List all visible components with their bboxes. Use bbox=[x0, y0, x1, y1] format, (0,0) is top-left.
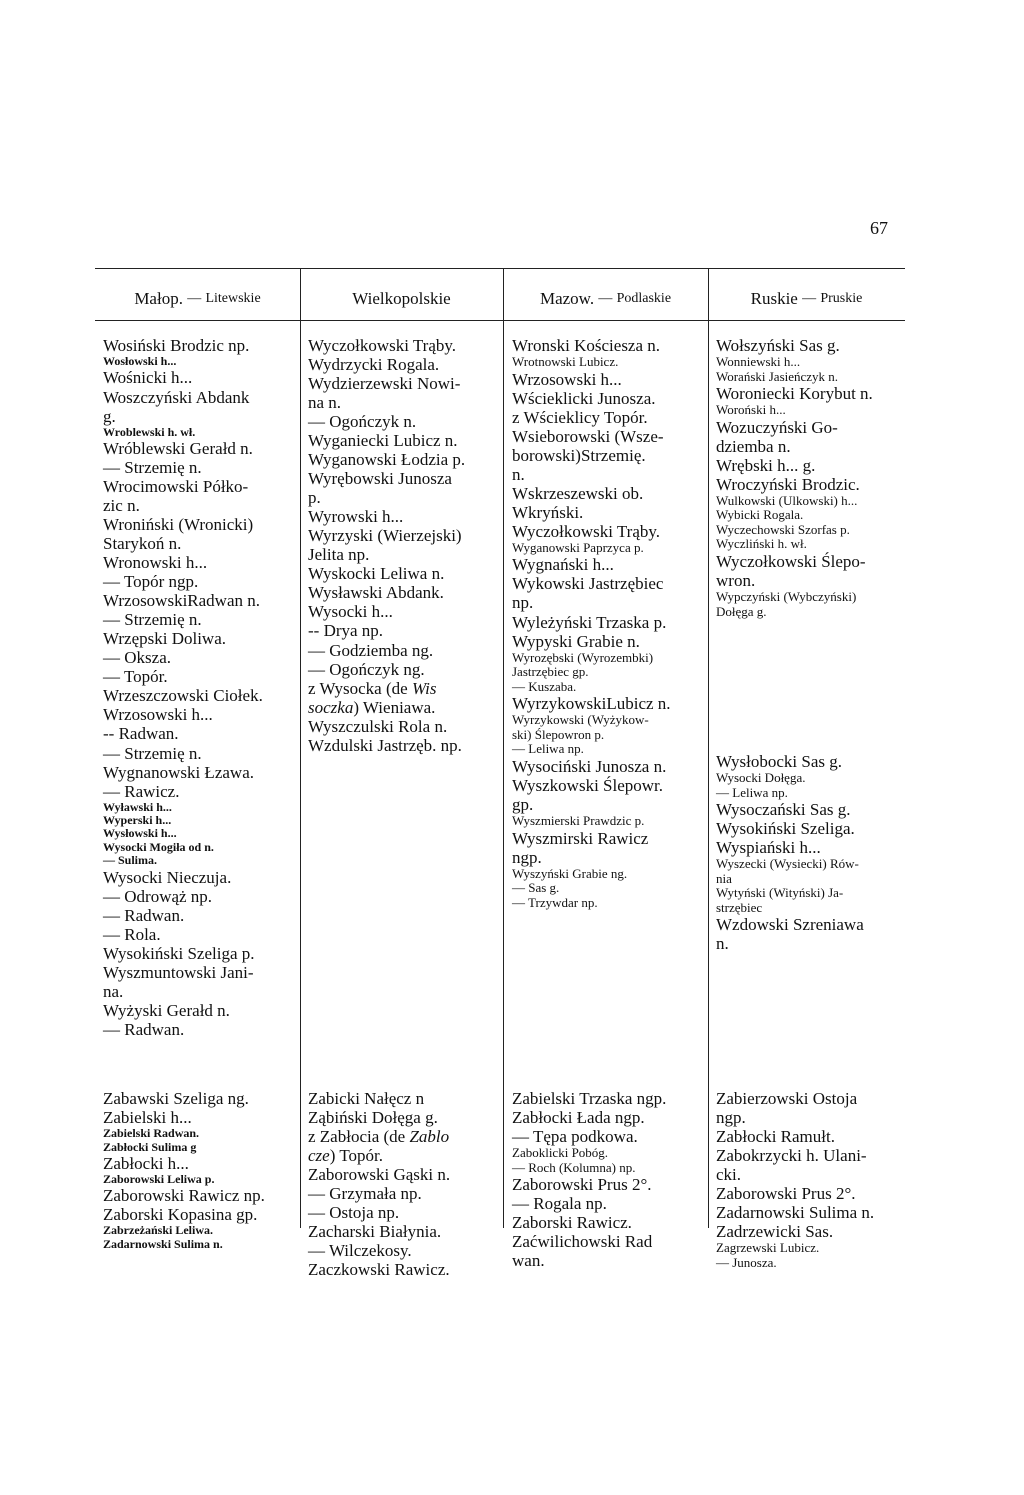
entry-line: Wsieborowski (Wsze- bbox=[512, 426, 664, 446]
entry-line: Zabawski Szeliga ng. bbox=[103, 1089, 249, 1108]
entry-line: Wronski Kościesza n. bbox=[512, 336, 661, 355]
entry-line: Wysłobocki Sas g. bbox=[716, 752, 842, 771]
entry-line: — Topór ngp. bbox=[103, 572, 199, 592]
entry-line: Wyszmuntowski Jani- bbox=[103, 962, 254, 982]
entry-line: Woroniecki Korybut n. bbox=[716, 384, 873, 404]
entry-line: WrzosowskiRadwan n. bbox=[103, 591, 261, 611]
entry-line: Wskrzeszewski ob. bbox=[512, 483, 644, 503]
entry-line: Zaćwilichowski Rad bbox=[512, 1232, 653, 1252]
entry-line: — Leliwa np. bbox=[512, 741, 584, 757]
entry-line: Wroblewski h. wł. bbox=[103, 424, 196, 439]
header-col-1-main: Małop. bbox=[134, 289, 183, 308]
entry-line: — Ostoja np. bbox=[308, 1203, 400, 1223]
entry-line: Zacharski Białynia. bbox=[308, 1222, 442, 1242]
entry-line: Wyżyski Gerałd n. bbox=[103, 1001, 230, 1020]
entry-line: Wysocki h... bbox=[308, 602, 393, 622]
entry-line: Starykoń n. bbox=[103, 534, 182, 554]
entry-line: np. bbox=[512, 593, 534, 613]
entry-line: nia bbox=[716, 870, 732, 886]
entry-line: Wysocki Dołęga. bbox=[716, 770, 806, 786]
entry-line: — Strzemię n. bbox=[103, 610, 202, 630]
entry-line: Wybicki Rogala. bbox=[716, 507, 804, 523]
entry-line: Wyszecki (Wysiecki) Rów- bbox=[716, 856, 859, 872]
entry-line: Zaborski Rawicz. bbox=[512, 1213, 632, 1233]
col1-w-entries bbox=[103, 336, 263, 1039]
entry-line: — Wilczekosy. bbox=[308, 1241, 412, 1261]
entry-line: Wygnanowski Łzawa. bbox=[103, 762, 254, 782]
col4-w1-entries bbox=[716, 336, 873, 619]
entry-line: Zaboklicki Pobóg. bbox=[512, 1145, 609, 1161]
entry-line: -- Drya np. bbox=[308, 621, 384, 641]
entry-line: Wrzępski Doliwa. bbox=[103, 629, 227, 649]
entry-line: ngp. bbox=[716, 1108, 746, 1128]
entry-line: cki. bbox=[716, 1165, 742, 1185]
entry-line: — Kuszaba. bbox=[512, 678, 577, 694]
entry-line: Wyczołkowski Trąby. bbox=[308, 336, 457, 355]
entry-line: Wydrzycki Rogala. bbox=[308, 355, 440, 375]
entry-line: Wyleżyński Trzaska p. bbox=[512, 612, 667, 632]
entry-line: — Ogończyk ng. bbox=[308, 659, 425, 679]
entry-line: — Ogończyk n. bbox=[308, 412, 417, 432]
entry-line: Wroniński (Wronicki) bbox=[103, 515, 254, 535]
entry-line: Wzdowski Szreniawa bbox=[716, 915, 864, 935]
entry-line: Wysokiński Szeliga p. bbox=[103, 943, 255, 963]
entry-line: Dołęga g. bbox=[716, 603, 767, 619]
column-divider-2 bbox=[503, 268, 504, 1228]
entry-line: Wyskocki Leliwa n. bbox=[308, 564, 445, 584]
entry-line: Wścieklicki Junosza. bbox=[512, 388, 656, 408]
entry-line: Wyrzykowski (Wyżykow- bbox=[512, 712, 649, 728]
entry-line: ski) Ślepowron p. bbox=[512, 726, 605, 742]
entry-line: — Rogala np. bbox=[512, 1194, 607, 1214]
entry-line: WyrzykowskiLubicz n. bbox=[512, 694, 671, 714]
entry-line: Wzdulski Jastrzęb. np. bbox=[308, 735, 462, 755]
entry-line: Wyszkowski Ślepowr. bbox=[512, 775, 664, 795]
entry-line: borowski)Strzemię. bbox=[512, 445, 646, 465]
entry-line: wron. bbox=[716, 571, 756, 591]
header-col-3-main: Mazow. bbox=[539, 289, 595, 308]
entry-line: Wołszyński Sas g. bbox=[716, 336, 840, 355]
entry-line: Woroński h... bbox=[716, 402, 786, 418]
col2-w-entries bbox=[308, 336, 465, 755]
entry-line: Wydzierzewski Nowi- bbox=[308, 374, 461, 394]
entry-line: Wulkowski (Ulkowski) h... bbox=[716, 492, 858, 508]
column-divider-3 bbox=[708, 268, 709, 1228]
entry-line: Zabrzeżański Leliwa. bbox=[103, 1223, 213, 1238]
entry-line: cze) Topór. bbox=[308, 1146, 383, 1166]
entry-line: Zagrzewski Lubicz. bbox=[716, 1240, 820, 1256]
entry-line: ngp. bbox=[512, 847, 542, 867]
entry-line: Zadarnowski Sulima n. bbox=[716, 1203, 875, 1223]
entry-line: — Grzymała np. bbox=[308, 1184, 422, 1204]
entry-line: Zabielski h... bbox=[103, 1108, 192, 1128]
entry-line: dziemba n. bbox=[716, 436, 791, 456]
entry-line: — Godziemba ng. bbox=[308, 640, 434, 660]
entry-line: Wronowski h... bbox=[103, 553, 208, 573]
header-col-3-sub: Podlaskie bbox=[616, 291, 672, 306]
entry-line: Wyczechowski Szorfas p. bbox=[716, 521, 850, 537]
entry-line: Zaborowski Prus 2°. bbox=[716, 1184, 856, 1204]
entry-line: — Oksza. bbox=[103, 648, 171, 668]
entry-line: Jastrzębiec gp. bbox=[512, 664, 589, 680]
col4-w2-entries bbox=[716, 752, 864, 953]
entry-line: Wytyński (Wityński) Ja- bbox=[716, 885, 844, 901]
entry-line: — Tępa podkowa. bbox=[512, 1127, 638, 1147]
entry-line: Wrocimowski Półko- bbox=[103, 477, 249, 497]
entry-line: z Wścieklicy Topór. bbox=[512, 407, 648, 427]
entry-line: Wypczyński (Wybczyński) bbox=[716, 589, 857, 605]
entry-line: Wyspiański h... bbox=[716, 838, 821, 858]
entry-line: Worański Jasieńczyk n. bbox=[716, 368, 839, 384]
entry-line: Zabłocki Sulima g bbox=[103, 1139, 197, 1154]
header-col-4-sep: — bbox=[802, 291, 817, 306]
entry-line: Wyczliński h. wł. bbox=[716, 536, 807, 552]
entry-line: — Roch (Kolumna) np. bbox=[512, 1159, 636, 1175]
header-col-2 bbox=[300, 288, 503, 310]
entry-line: Zabicki Nałęcz n bbox=[308, 1089, 425, 1108]
entry-line: Wkryński. bbox=[512, 502, 584, 522]
col4-z-entries bbox=[716, 1089, 874, 1270]
entry-line: Zabłocki Ramułt. bbox=[716, 1127, 835, 1147]
entry-line: Wyganowski Paprzyca p. bbox=[512, 539, 644, 555]
entry-line: — Sas g. bbox=[512, 880, 560, 896]
entry-line: Wrotnowski Lubicz. bbox=[512, 354, 619, 370]
entry-line: — Odrowąż np. bbox=[103, 886, 213, 906]
entry-line: Zadarnowski Sulima n. bbox=[103, 1236, 223, 1251]
entry-line: Zadrzewicki Sas. bbox=[716, 1222, 834, 1242]
entry-line: Wysocki Mogiła od n. bbox=[103, 839, 214, 854]
entry-line: Zabielski Radwan. bbox=[103, 1126, 200, 1141]
entry-line: Wrzeszczowski Ciołek. bbox=[103, 686, 263, 706]
entry-line: — Leliwa np. bbox=[716, 784, 788, 800]
entry-line: na. bbox=[103, 981, 124, 1001]
entry-line: — Strzemię n. bbox=[103, 743, 202, 763]
col1-z-entries bbox=[103, 1089, 265, 1251]
italic-fragment: soczka bbox=[308, 697, 354, 717]
entry-line: soczka) Wieniawa. bbox=[308, 697, 436, 717]
entry-line: — Trzywdar np. bbox=[512, 894, 598, 910]
entry-line: Wrębski h... g. bbox=[716, 455, 816, 475]
header-col-2-main: Wielkopolskie bbox=[352, 289, 451, 308]
page-number: 67 bbox=[870, 218, 888, 238]
entry-line: Zaborowski Leliwa p. bbox=[103, 1171, 215, 1186]
entry-line: Wysławski Abdank. bbox=[308, 583, 444, 603]
entry-line: Wyganiecki Lubicz n. bbox=[308, 431, 458, 451]
entry-line: Ząbiński Dołęga g. bbox=[308, 1108, 438, 1128]
entry-line: n. bbox=[512, 464, 525, 484]
col3-w-entries bbox=[512, 336, 671, 910]
header-col-3 bbox=[503, 288, 708, 310]
entry-line: Zaborowski Prus 2°. bbox=[512, 1175, 652, 1195]
entry-line: — Junosza. bbox=[716, 1254, 777, 1270]
entry-line: Wysocki Nieczuja. bbox=[103, 867, 232, 887]
entry-line: Zaborowski Rawicz np. bbox=[103, 1186, 265, 1206]
entry-line: Wysociński Junosza n. bbox=[512, 756, 667, 776]
entry-line: Wyczołkowski Trąby. bbox=[512, 521, 661, 541]
entry-line: na n. bbox=[308, 393, 342, 413]
entry-line: Wroczyński Brodzic. bbox=[716, 474, 860, 494]
entry-line: Wyczołkowski Ślepo- bbox=[716, 552, 866, 572]
entry-line: Wrzosowski h... bbox=[103, 705, 213, 725]
entry-line: — Rola. bbox=[103, 924, 161, 944]
entry-line: — Sulima. bbox=[103, 853, 158, 868]
entry-line: Wyrozębski (Wyrozembki) bbox=[512, 649, 654, 665]
entry-line: — Radwan. bbox=[103, 905, 185, 925]
entry-line: gp. bbox=[512, 794, 534, 814]
entry-line: Wyszczulski Rola n. bbox=[308, 716, 448, 736]
entry-line: Wozuczyński Go- bbox=[716, 417, 838, 437]
entry-line: p. bbox=[308, 488, 321, 508]
entry-line: Zaczkowski Rawicz. bbox=[308, 1260, 450, 1280]
entry-line: Wyganowski Łodzia p. bbox=[308, 450, 466, 470]
entry-line: z Wysocka (de Wis bbox=[308, 678, 437, 698]
entry-line: Zaborski Kopasina gp. bbox=[103, 1205, 258, 1225]
entry-line: n. bbox=[716, 934, 729, 954]
entry-line: Wośnicki h... bbox=[103, 368, 193, 388]
entry-line: Woszczyński Abdank bbox=[103, 387, 250, 407]
header-bottom-rule bbox=[95, 320, 905, 321]
header-col-1-sub: Litewskie bbox=[205, 291, 261, 306]
entry-line: — Radwan. bbox=[103, 1020, 185, 1040]
entry-line: Zabłocki h... bbox=[103, 1153, 189, 1173]
entry-line: Jelita np. bbox=[308, 545, 370, 565]
entry-line: Wyrzyski (Wierzejski) bbox=[308, 526, 462, 546]
entry-line: g. bbox=[103, 406, 116, 426]
entry-line: wan. bbox=[512, 1251, 545, 1271]
entry-line: Zaborowski Gąski n. bbox=[308, 1165, 451, 1185]
entry-line: Wrzosowski h... bbox=[512, 369, 622, 389]
entry-line: Wosiński Brodzic np. bbox=[103, 336, 250, 355]
header-col-1-sep: — bbox=[187, 291, 202, 306]
italic-fragment: Zablo bbox=[409, 1127, 450, 1147]
entry-line: — Strzemię n. bbox=[103, 458, 202, 478]
entry-line: z Zabłocia (de Zablo bbox=[308, 1127, 450, 1147]
entry-line: Wyszmirski Rawicz bbox=[512, 828, 649, 848]
entry-line: Wyperski h... bbox=[103, 813, 172, 828]
entry-line: Wyrowski h... bbox=[308, 507, 404, 527]
column-divider-1 bbox=[300, 268, 301, 1228]
entry-line: — Topór. bbox=[103, 667, 168, 687]
entry-line: Wypyski Grabie n. bbox=[512, 631, 640, 651]
entry-line: — Rawicz. bbox=[103, 781, 180, 801]
col2-z-entries bbox=[308, 1089, 450, 1279]
italic-fragment: Wis bbox=[411, 678, 437, 698]
italic-fragment: cze bbox=[308, 1146, 330, 1166]
entry-line: Wonniewski h... bbox=[716, 354, 801, 370]
entry-line: Wyławski h... bbox=[103, 799, 172, 814]
header-col-4-sub: Pruskie bbox=[820, 291, 863, 306]
header-col-1 bbox=[95, 288, 300, 310]
entry-line: -- Radwan. bbox=[103, 724, 179, 744]
entry-line: Wróblewski Gerałd n. bbox=[103, 439, 253, 458]
header-col-3-sep: — bbox=[598, 291, 613, 306]
entry-line: Wykowski Jastrzębiec bbox=[512, 574, 664, 594]
header-top-rule bbox=[95, 268, 905, 269]
entry-line: Wyszmierski Prawdzic p. bbox=[512, 812, 645, 828]
header-col-4 bbox=[708, 288, 905, 310]
entry-line: Wyszyński Grabie ng. bbox=[512, 865, 628, 881]
entry-line: zic n. bbox=[103, 496, 140, 516]
entry-line: Wyrębowski Junosza bbox=[308, 469, 452, 489]
entry-line: strzębiec bbox=[716, 899, 763, 915]
entry-line: Wysokiński Szeliga. bbox=[716, 819, 855, 839]
entry-line: Wysłowski h... bbox=[103, 826, 177, 841]
entry-line: Wysoczański Sas g. bbox=[716, 800, 851, 820]
entry-line: Wygnański h... bbox=[512, 555, 614, 575]
header-col-4-main: Ruskie bbox=[750, 289, 798, 308]
entry-line: Zabielski Trzaska ngp. bbox=[512, 1089, 667, 1108]
entry-line: Zabierzowski Ostoja bbox=[716, 1089, 858, 1108]
entry-line: Zabokrzycki h. Ulani- bbox=[716, 1146, 867, 1166]
entry-line: Wosłowski h... bbox=[103, 354, 177, 369]
entry-line: Zabłocki Łada ngp. bbox=[512, 1108, 645, 1128]
col3-z-entries bbox=[512, 1089, 666, 1270]
